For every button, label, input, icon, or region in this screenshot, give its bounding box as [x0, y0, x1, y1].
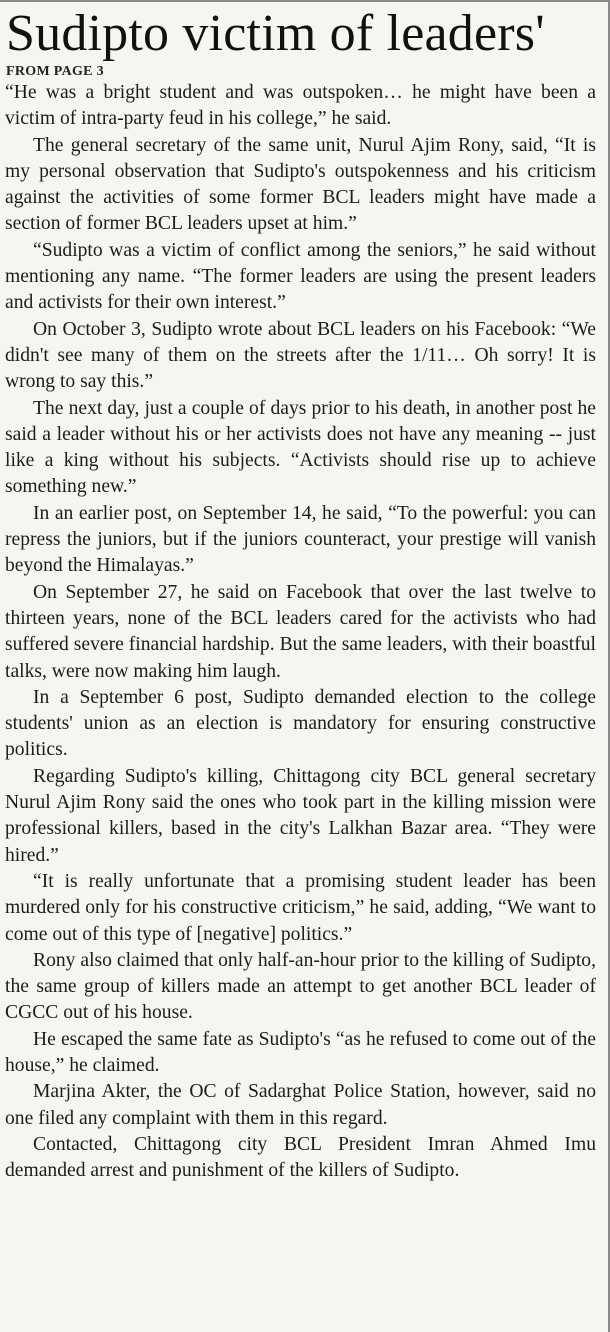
- paragraph: On October 3, Sudipto wrote about BCL leaders on his Facebook: “We didn't see many of them on the streets after the 1/11… Oh sorry! It is wrong to say this.”: [5, 318, 596, 393]
- paragraph: The general secretary of the same unit, Nurul Ajim Rony, said, “It is my personal observation that Sudipto's outspokenness and his criticism against the activities of some former BCL leaders might have made a section of former BCL leaders upset at him.”: [5, 134, 596, 235]
- paragraph: Regarding Sudipto's killing, Chittagong city BCL general secretary Nurul Ajim Rony said the ones who took part in the killing mission were professional killers, based in the city's Lalkhan Bazar area. “They were hired.”: [5, 765, 596, 866]
- article-body: [0, 80, 608, 1184]
- paragraph: “Sudipto was a victim of conflict among the seniors,” he said without mentioning any name. “The former leaders are using the present leaders and activists for their own interest.”: [5, 239, 596, 314]
- paragraph: In a September 6 post, Sudipto demanded election to the college students' union as an election is mandatory for ensuring constructive politics.: [5, 686, 596, 761]
- paragraph: In an earlier post, on September 14, he said, “To the powerful: you can repress the juniors, but if the juniors counteract, your prestige will vanish beyond the Himalayas.”: [5, 502, 596, 577]
- paragraph: “It is really unfortunate that a promising student leader has been murdered only for his constructive criticism,” he said, adding, “We want to come out of this type of [negative] politics.”: [5, 870, 596, 945]
- paragraph: The next day, just a couple of days prior to his death, in another post he said a leader without his or her activists does not have any meaning -- just like a king without his subjects. “Activists should rise up to achieve something new.”: [5, 397, 596, 498]
- paragraph: Contacted, Chittagong city BCL President Imran Ahmed Imu demanded arrest and punishment of the killers of Sudipto.: [5, 1133, 596, 1182]
- continued-from-label: FROM PAGE 3: [6, 64, 104, 79]
- paragraph: Marjina Akter, the OC of Sadarghat Police Station, however, said no one filed any complaint with them in this regard.: [5, 1081, 596, 1129]
- paragraph: He escaped the same fate as Sudipto's “as he refused to come out of the house,” he claimed.: [5, 1028, 596, 1076]
- headline: Sudipto victim of leaders': [6, 5, 545, 62]
- paragraph: Rony also claimed that only half-an-hour prior to the killing of Sudipto, the same group of killers made an attempt to get another BCL leader of CGCC out of his house.: [5, 949, 596, 1024]
- paragraph: “He was a bright student and was outspoken… he might have been a victim of intra-party feud in his college,” he said.: [5, 82, 596, 130]
- paragraph: On September 27, he said on Facebook that over the last twelve to thirteen years, none of the BCL leaders cared for the activists who had suffered severe financial hardship. But the same leaders, with their boastful talks, were now making him laugh.: [5, 581, 596, 682]
